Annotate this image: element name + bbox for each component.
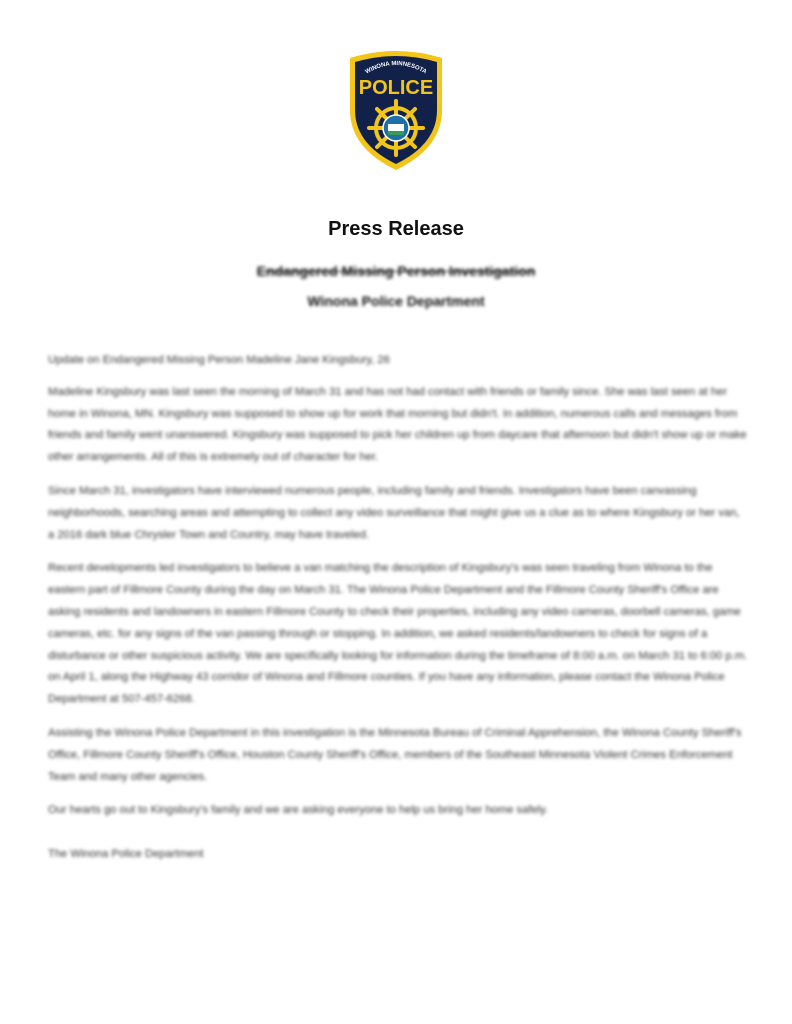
page-title: Press Release: [328, 218, 464, 240]
paragraph-last-seen: Madeline Kingsbury was last seen the morning of March 31 and has not had contact with friends or family since. She was last seen at her home in Winona, MN. Kingsbury was supposed to show up for work that morning but didn't. In addition, numerous calls and messages from friends and family went unanswered. Kingsbury was supposed to pick her children up from daycare that afternoon but didn't show up or make other arrangements. All of this is extremely out of character for her.: [48, 385, 747, 464]
police-badge-logo: [344, 48, 448, 172]
badge-police-word: POLICE: [358, 77, 434, 99]
press-release-body: [48, 350, 748, 878]
paragraph-developments: Recent developments led investigators to believe a van matching the description of Kingsbury's was seen traveling from Winona to the eastern part of Fillmore County during the day on March 31. The Winona Police Department and the Fillmore County Sheriff's Office are asking residents and landowners in eastern Fillmore County to check their properties, including any video cameras, doorbell cameras, game cameras, etc. for any signs of the van passing through or stopping. In addition, we asked residents/landowners to check for signs of a disturbance or other suspicious activity. We are specifically looking for information during the timeframe of 8:00 a.m. on March 31 to 6:00 p.m. on April 1, along the Highway 43 corridor of Winona and Fillmore counties. If you have any information, please contact the Winona Police Department at 507-457-6268.: [48, 562, 748, 706]
subtitle-department: Winona Police Department: [307, 293, 485, 309]
paragraph-investigation: Since March 31, investigators have interviewed numerous people, including family and friends. Investigators have been canvassing neighborhoods, searching areas and attempting to collect any video surveillance that might give us a clue as to where Kingsbury or her van, a 2016 dark blue Chrysler Town and Country, may have traveled.: [48, 484, 740, 541]
subtitle-investigation: Endangered Missing Person Investigation: [256, 263, 536, 279]
paragraph-closing: Our hearts go out to Kingsbury's family and we are asking everyone to help us bring her home safely.: [48, 804, 549, 817]
badge-arc-text: WINONA MINNESOTA: [364, 60, 428, 76]
ship-wheel-icon: [369, 101, 423, 155]
update-heading: Update on Endangered Missing Person Madeline Jane Kingsbury, 26: [48, 354, 390, 366]
badge-graphic: [344, 48, 448, 172]
paragraph-assisting-agencies: Assisting the Winona Police Department in this investigation is the Minnesota Bureau of Criminal Apprehension, the Winona County Sheriff's Office, Fillmore County Sheriff's Office, Houston County Sheriff's Office, members of the Southeast Minnesota Violent Crimes Enforcement Team and many other agencies.: [48, 726, 742, 783]
subtitle-block: [0, 263, 792, 309]
signoff: The Winona Police Department: [48, 848, 204, 861]
